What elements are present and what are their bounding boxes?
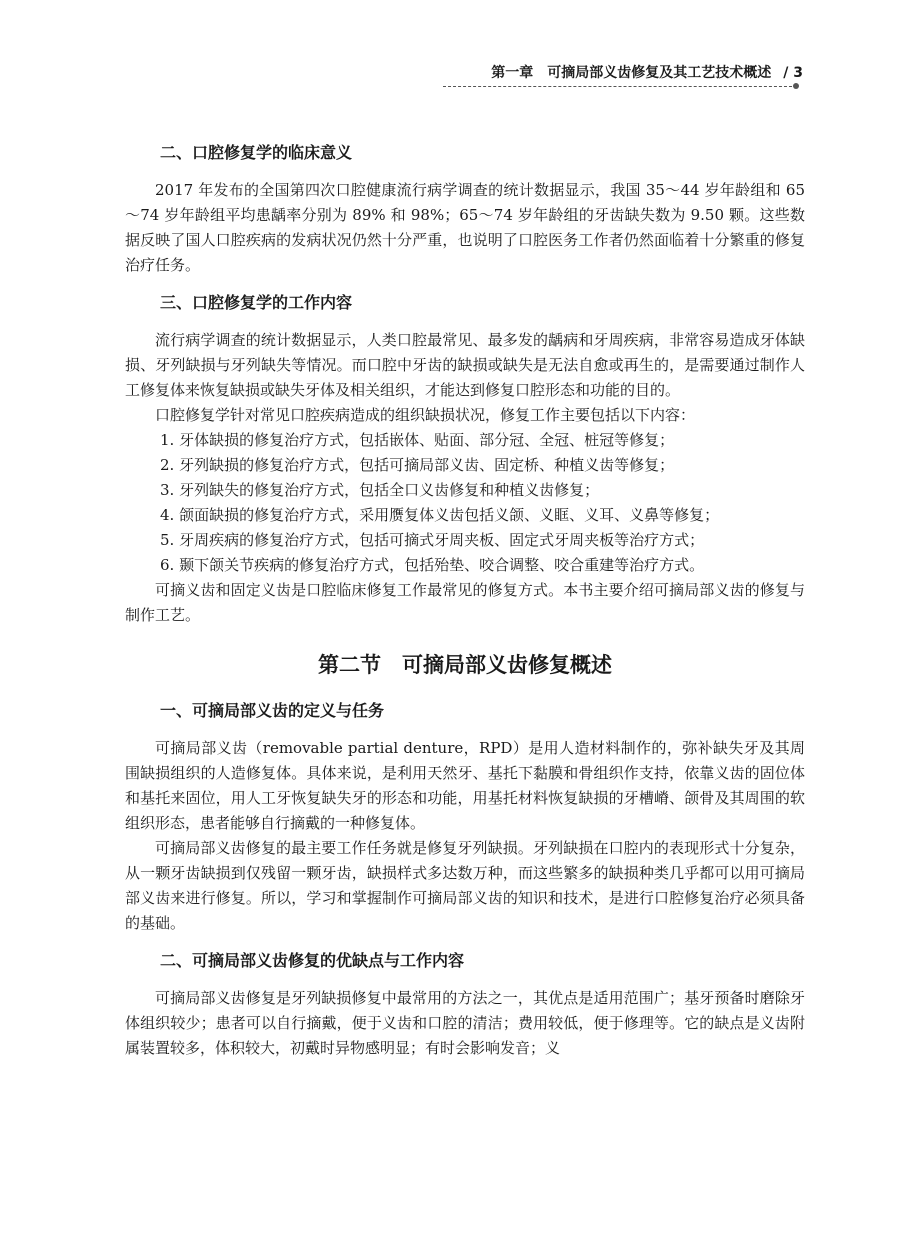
heading-pros-cons: 二、可摘局部义齿修复的优缺点与工作内容	[160, 951, 465, 970]
heading-clinical-significance: 二、口腔修复学的临床意义	[160, 143, 353, 162]
running-header	[443, 62, 803, 82]
page-number: / 3	[783, 65, 803, 81]
header-divider	[443, 86, 797, 87]
paragraph: 可摘义齿和固定义齿是口腔临床修复工作最常见的修复方式。本书主要介绍可摘局部义齿的修复与制作工艺。	[125, 581, 805, 624]
list-item: 6. 颞下颌关节疾病的修复治疗方式，包括殆垫、咬合调整、咬合重建等治疗方式。	[160, 556, 705, 574]
page-body	[125, 140, 805, 1061]
header-divider-dot	[793, 83, 799, 89]
paragraph: 2017 年发布的全国第四次口腔健康流行病学调查的统计数据显示，我国 35～44 岁年龄组和 65～74 岁年龄组平均患龋率分别为 89% 和 98%；65～74 岁年龄组的牙齿缺失数为 9.50 颗。这些数据反映了国人口腔疾病的发病状况仍然十分严重，也说明了口腔医务工作者仍然面临着十分繁重的修复治疗任务。	[125, 181, 805, 274]
section-title: 第二节 可摘局部义齿修复概述	[318, 653, 612, 677]
paragraph: 可摘局部义齿（removable partial denture，RPD）是用人造材料制作的，弥补缺失牙及其周围缺损组织的人造修复体。具体来说，是利用天然牙、基托下黏膜和骨组织作支持，依靠义齿的固位体和基托来固位，用人工牙恢复缺失牙的形态和功能，用基托材料恢复缺损的牙槽嵴、颌骨及其周围的软组织形态，患者能够自行摘戴的一种修复体。	[125, 739, 805, 832]
chapter-title: 第一章 可摘局部义齿修复及其工艺技术概述	[491, 65, 772, 81]
paragraph: 流行病学调查的统计数据显示，人类口腔最常见、最多发的龋病和牙周疾病，非常容易造成牙体缺损、牙列缺损与牙列缺失等情况。而口腔中牙齿的缺损或缺失是无法自愈或再生的，是需要通过制作人工修复体来恢复缺损或缺失牙体及相关组织，才能达到修复口腔形态和功能的目的。	[125, 331, 805, 399]
list-item: 4. 颌面缺损的修复治疗方式，采用赝复体义齿包括义颌、义眶、义耳、义鼻等修复；	[160, 506, 720, 524]
heading-work-content: 三、口腔修复学的工作内容	[160, 293, 353, 312]
list	[125, 428, 805, 578]
paragraph: 可摘局部义齿修复的最主要工作任务就是修复牙列缺损。牙列缺损在口腔内的表现形式十分复杂，从一颗牙齿缺损到仅残留一颗牙齿，缺损样式多达数万种，而这些繁多的缺损种类几乎都可以用可摘局部义齿来进行修复。所以，学习和掌握制作可摘局部义齿的知识和技术，是进行口腔修复治疗必须具备的基础。	[125, 839, 805, 932]
list-item: 5. 牙周疾病的修复治疗方式，包括可摘式牙周夹板、固定式牙周夹板等治疗方式；	[160, 531, 705, 549]
list-item: 2. 牙列缺损的修复治疗方式，包括可摘局部义齿、固定桥、种植义齿等修复；	[160, 456, 675, 474]
list-item: 3. 牙列缺失的修复治疗方式，包括全口义齿修复和种植义齿修复；	[160, 481, 600, 499]
paragraph: 口腔修复学针对常见口腔疾病造成的组织缺损状况，修复工作主要包括以下内容：	[155, 406, 696, 424]
heading-definition-tasks: 一、可摘局部义齿的定义与任务	[160, 701, 385, 720]
list-item: 1. 牙体缺损的修复治疗方式，包括嵌体、贴面、部分冠、全冠、桩冠等修复；	[160, 431, 675, 449]
paragraph: 可摘局部义齿修复是牙列缺损修复中最常用的方法之一，其优点是适用范围广；基牙预备时磨除牙体组织较少；患者可以自行摘戴，便于义齿和口腔的清洁；费用较低，便于修理等。它的缺点是义齿附属装置较多，体积较大，初戴时异物感明显；有时会影响发音；义	[125, 989, 805, 1057]
